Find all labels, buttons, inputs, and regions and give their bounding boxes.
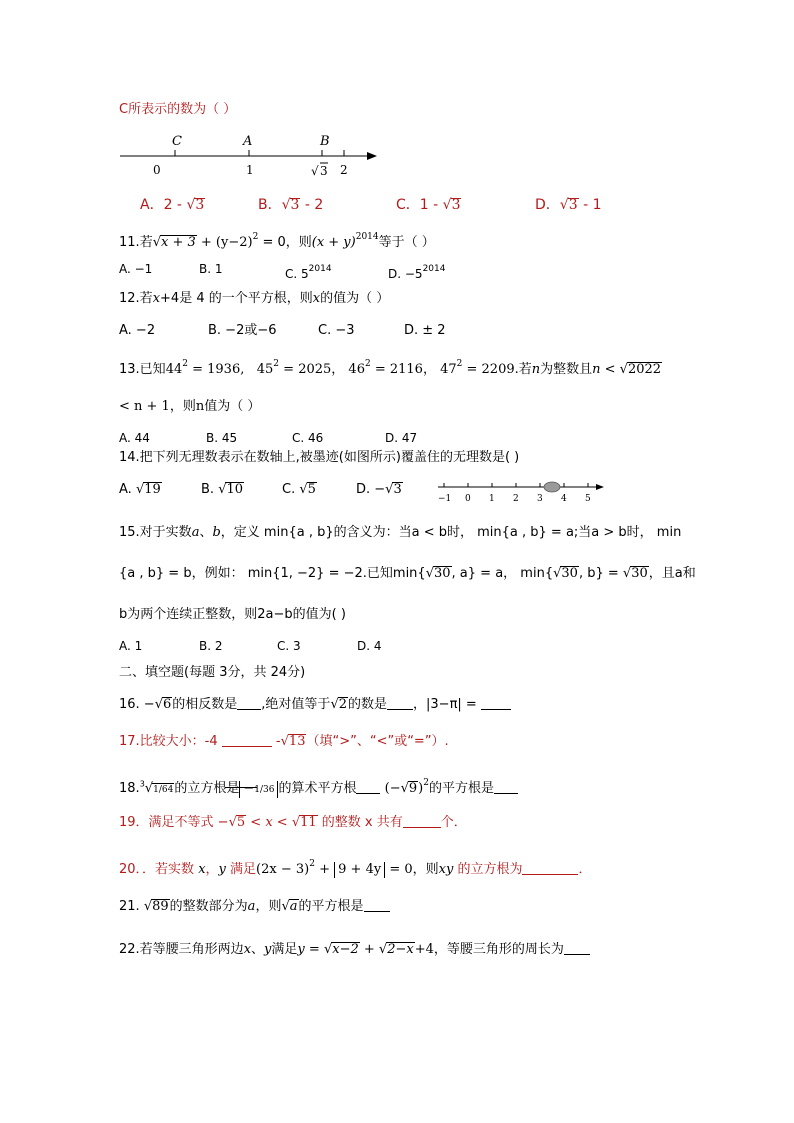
q10-option-c[interactable]: C．1 - √3: [396, 197, 461, 213]
q12-option-c[interactable]: C. −3: [318, 323, 355, 338]
q13-option-b[interactable]: B. 45: [206, 431, 238, 445]
tick-2: 2: [340, 163, 348, 177]
root-symbol: √: [311, 164, 319, 178]
q13-option-a[interactable]: A. 44: [119, 431, 150, 445]
q13-option-c[interactable]: C. 46: [292, 431, 324, 445]
q13-stem-line2: < n + 1，则n值为（ ）: [119, 399, 261, 414]
q10-stem: C所表示的数为（ ）: [119, 102, 237, 117]
q17-blank[interactable]: [222, 734, 272, 747]
q17: 17.比较大小：-4 -√13（填“>”、“<”或“=”）.: [119, 734, 449, 749]
tick-0: 0: [153, 163, 161, 177]
tick-0: 0: [465, 494, 471, 504]
label-B: B: [320, 134, 330, 149]
q15-line3: b为两个连续正整数，则2a−b的值为( ): [119, 607, 346, 622]
q15-line2: {a , b} = b，例如： min{1, −2} = −2.已知min{√30, a} = a， min{√30, b} = √30，且a和: [119, 566, 696, 581]
tick-2: 2: [513, 494, 519, 504]
tick-sqrt3: 3: [320, 164, 328, 178]
q14-option-a[interactable]: A. √19: [119, 482, 161, 497]
q11-option-d[interactable]: D. $-5^{2014}$: [388, 264, 446, 281]
q15-option-c[interactable]: C. 3: [277, 639, 301, 653]
q22: 22.若等腰三角形两边x、y满足y = √x−2 + √2−x+4，等腰三角形的周长为: [119, 942, 590, 958]
q15-line1: 15.对于实数a、b，定义 min{a , b}的含义为：当a < b时， min{a , b} = a;当a > b时， min: [119, 525, 682, 540]
q20: 20．．若实数 x，y 满足$(2x - 3)^2 + 9 + 4y = 0$，则xy 的立方根为 ．: [119, 859, 592, 877]
q13-stem: 13.已知$44^2 = 1936$, $45^2 = 2025$， $46^2 = 2116$， $47^2 = 2209$.若n为整数且n < √2022: [119, 359, 662, 377]
q11-stem: 11.若$√x + 3 + (y-2)^2 = 0$，则$(x + y)^{2014}$等于（ ）: [119, 232, 435, 250]
q16-blank-2[interactable]: [387, 697, 413, 710]
tick-3: 3: [537, 494, 543, 504]
q20-blank[interactable]: [522, 862, 578, 875]
q19-blank[interactable]: [403, 815, 441, 828]
section-fill-in-title: 二、填空题(每题 3分，共 24分): [119, 665, 306, 680]
q19: 19．满足不等式 −√5 < x < √11 的整数 x 共有 个．: [119, 815, 467, 830]
tick-neg1: −1: [438, 494, 452, 504]
q18-blank-2[interactable]: [356, 781, 380, 794]
q12-option-d[interactable]: D. ± 2: [404, 323, 446, 338]
q12-stem: 12.若x+4是 4 的一个平方根，则x的值为（ ）: [119, 291, 390, 306]
tick-1: 1: [489, 494, 495, 504]
ink-blot: [544, 482, 560, 492]
q10-option-a[interactable]: A．2 - √3: [140, 197, 205, 213]
q16-blank-1[interactable]: [237, 697, 261, 710]
q18-blank-3[interactable]: [494, 781, 518, 794]
q12-option-a[interactable]: A. −2: [119, 323, 156, 338]
q14-option-d[interactable]: D. −√3: [356, 482, 402, 497]
q16: 16. −√6的相反数是 ,绝对值等于√2的数是 ，|3−π| =: [119, 697, 511, 713]
q15-option-b[interactable]: B. 2: [199, 639, 223, 653]
q10-option-b[interactable]: B．√3 - 2: [258, 197, 324, 213]
q18: 18.$^3$√1/64的立方根是 −1/36 的算术平方根 $(-√9)^2$的平方根是: [119, 775, 518, 798]
q10-option-d[interactable]: D．√3 - 1: [535, 197, 602, 213]
q10-number-line: [115, 128, 385, 182]
tick-4: 4: [561, 494, 567, 504]
q22-blank[interactable]: [564, 942, 590, 955]
q21: 21. √89的整数部分为a，则√a的平方根是: [119, 899, 390, 915]
q18-blank-1[interactable]: [225, 787, 257, 788]
q11-option-a[interactable]: A. −1: [119, 262, 153, 276]
label-C: C: [172, 134, 182, 149]
q15-option-d[interactable]: D. 4: [357, 639, 382, 653]
q11-option-c[interactable]: C. $5^{2014}$: [285, 264, 332, 281]
q13-option-d[interactable]: D. 47: [385, 431, 418, 445]
q11-option-b[interactable]: B. 1: [199, 262, 223, 276]
q14-option-b[interactable]: B. √10: [201, 482, 244, 497]
q14-stem: 14.把下列无理数表示在数轴上,被墨迹(如图所示)覆盖住的无理数是( ): [119, 450, 520, 465]
q14-option-c[interactable]: C. √5: [282, 482, 316, 497]
tick-1: 1: [246, 163, 254, 177]
tick-5: 5: [585, 494, 591, 504]
q14-number-line: [436, 478, 606, 506]
label-A: A: [243, 134, 253, 149]
q12-option-b[interactable]: B. −2或−6: [208, 323, 277, 338]
q15-option-a[interactable]: A. 1: [119, 639, 143, 653]
q21-blank[interactable]: [364, 899, 390, 912]
q16-blank-3[interactable]: [481, 697, 511, 710]
